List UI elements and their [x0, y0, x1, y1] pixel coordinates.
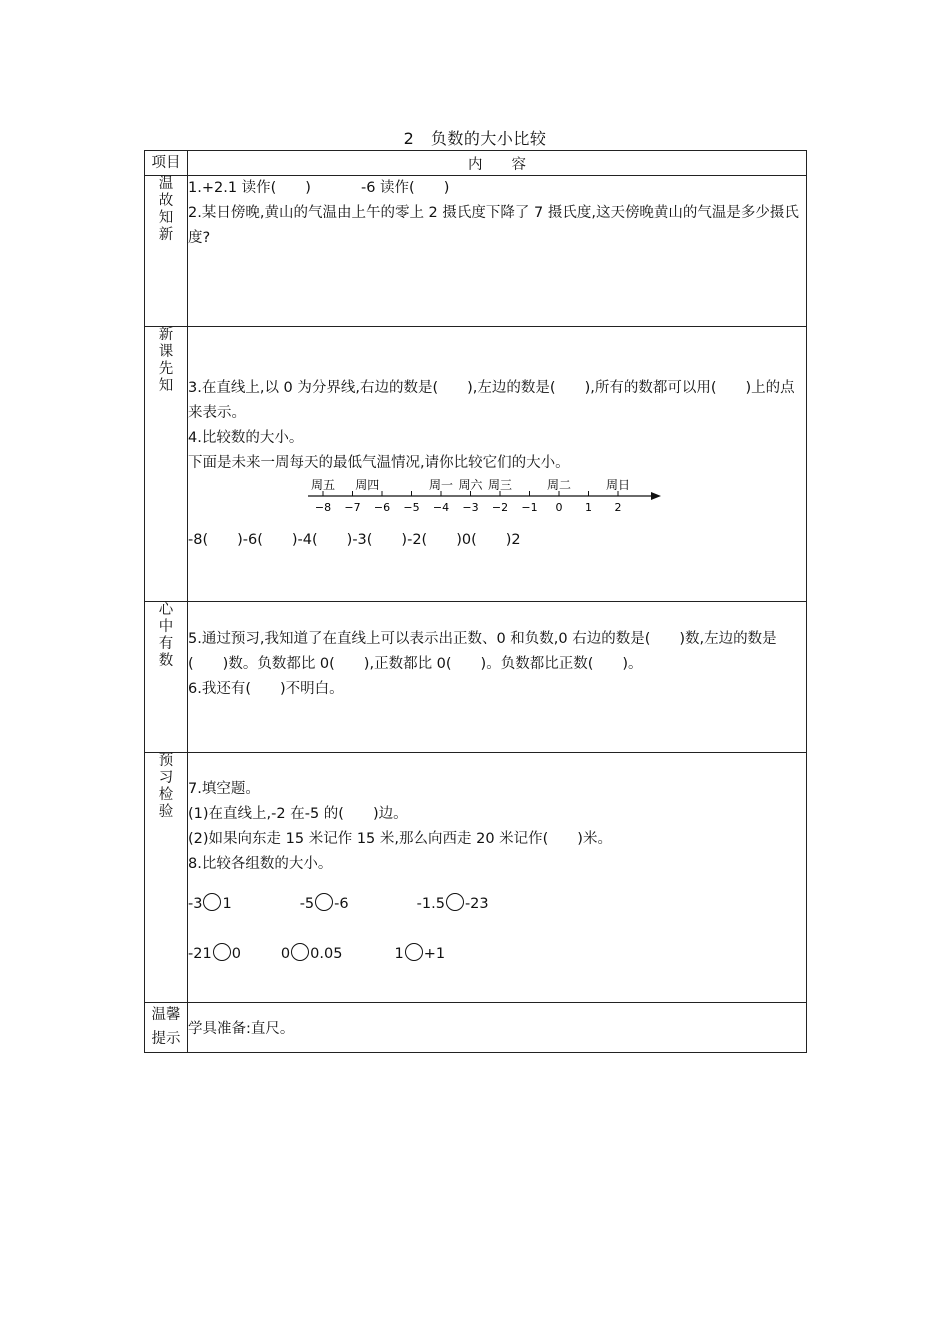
temperature-number-line: [303, 476, 803, 518]
number-line-tick-label: −3: [462, 501, 479, 514]
compare-right-value: 0.05: [310, 946, 343, 962]
compare-right-value: +1: [423, 946, 446, 962]
weekday-label: 周一: [428, 478, 454, 492]
weekday-label: 周六: [458, 478, 483, 492]
weekday-label: 周三: [487, 478, 513, 492]
compare-pair: [417, 892, 489, 917]
number-line-tick-label: −1: [521, 501, 538, 514]
answer-circle[interactable]: [203, 893, 221, 911]
compare-right-value: -23: [464, 896, 489, 912]
answer-circle[interactable]: [446, 893, 464, 911]
compare-pair: [281, 942, 343, 967]
compare-pair: [188, 942, 241, 967]
header-row: [145, 151, 807, 176]
mind-content: [188, 602, 807, 753]
number-line-tick-label: −4: [432, 501, 450, 514]
tip-label: 温馨提示: [145, 1003, 188, 1053]
number-line-arrow: [651, 492, 661, 500]
compare-pair: [300, 892, 349, 917]
preview-row: [145, 327, 807, 602]
weekday-label: 周五: [310, 478, 336, 492]
q1-part-a: 1.+2.1 读作( ): [188, 180, 311, 196]
mind-row: [145, 602, 807, 753]
q6-text: 6.我还有( )不明白。: [188, 681, 344, 697]
q2-text: 2.某日傍晚,黄山的气温由上午的零上 2 摄氏度下降了 7 摄氏度,这天傍晚黄山的气温是多少摄氏度?: [188, 205, 799, 246]
q7-text: 7.填空题。: [188, 781, 260, 797]
weekday-label: 周四: [355, 478, 380, 492]
compare-pair: [394, 942, 445, 967]
number-line-tick-label: −2: [491, 501, 509, 514]
answer-circle[interactable]: [213, 943, 231, 961]
compare-sequence: -8( )-6( )-4( )-3( )-2( )0( )2: [188, 532, 521, 548]
compare-left-value: -5: [299, 896, 315, 912]
compare-pair: [188, 892, 232, 917]
number-line-tick-label: −8: [314, 501, 332, 514]
answer-circle[interactable]: [405, 943, 423, 961]
check-row: [145, 753, 807, 1003]
q5-text: 5.通过预习,我知道了在直线上可以表示出正数、0 和负数,0 右边的数是( )数,左边的数是( )数。负数都比 0( ),正数都比 0( )。负数都比正数( )。: [188, 631, 777, 672]
q8-text: 8.比较各组数的大小。: [188, 856, 333, 872]
check-label: 预习检验: [145, 753, 188, 1003]
number-line-tick-label: 2: [614, 501, 622, 514]
header-content: 内 容: [188, 151, 807, 176]
compare-left-value: -3: [188, 896, 203, 912]
review-row: [145, 176, 807, 327]
header-item: 项目: [145, 151, 188, 176]
answer-circle[interactable]: [291, 943, 309, 961]
worksheet-table: [144, 150, 807, 1053]
preview-content: [188, 327, 807, 602]
mind-label: 心中有数: [145, 602, 188, 753]
q4-text: 4.比较数的大小。: [188, 430, 304, 446]
q7-part-1: (1)在直线上,-2 在-5 的( )边。: [188, 806, 408, 822]
compare-row-2: [188, 942, 806, 967]
review-label: 温故知新: [145, 176, 188, 327]
number-line-tick-label: −7: [344, 501, 361, 514]
compare-left-value: 1: [394, 946, 404, 962]
q3-text: 3.在直线上,以 0 为分界线,右边的数是( ),左边的数是( ),所有的数都可以用( )上的点来表示。: [188, 380, 795, 421]
q1-part-b: -6 读作( ): [360, 180, 450, 196]
check-content: [188, 753, 807, 1003]
preview-label: 新课先知: [145, 327, 188, 602]
q7-part-2: (2)如果向东走 15 米记作 15 米,那么向西走 20 米记作( )米。: [188, 831, 612, 847]
page-title: 2 负数的大小比较: [403, 129, 547, 148]
number-line-tick-label: 1: [585, 501, 592, 514]
weekday-label: 周二: [546, 478, 572, 492]
weekday-label: 周日: [605, 478, 631, 492]
number-line-tick-label: 0: [555, 501, 563, 514]
compare-left-value: -1.5: [416, 896, 445, 912]
number-line-tick-label: −6: [373, 501, 391, 514]
compare-right-value: -6: [334, 896, 349, 912]
number-line-tick-label: −5: [403, 501, 420, 514]
review-content: [188, 176, 807, 327]
q4-description: 下面是未来一周每天的最低气温情况,请你比较它们的大小。: [188, 455, 570, 471]
compare-left-value: 0: [280, 946, 291, 962]
tip-row: [145, 1003, 807, 1053]
tip-text: 学具准备:直尺。: [188, 1003, 807, 1053]
compare-row-1: [188, 892, 806, 917]
compare-right-value: 0: [231, 946, 241, 962]
compare-right-value: 1: [222, 896, 232, 912]
answer-circle[interactable]: [315, 893, 333, 911]
compare-left-value: -21: [188, 946, 212, 962]
